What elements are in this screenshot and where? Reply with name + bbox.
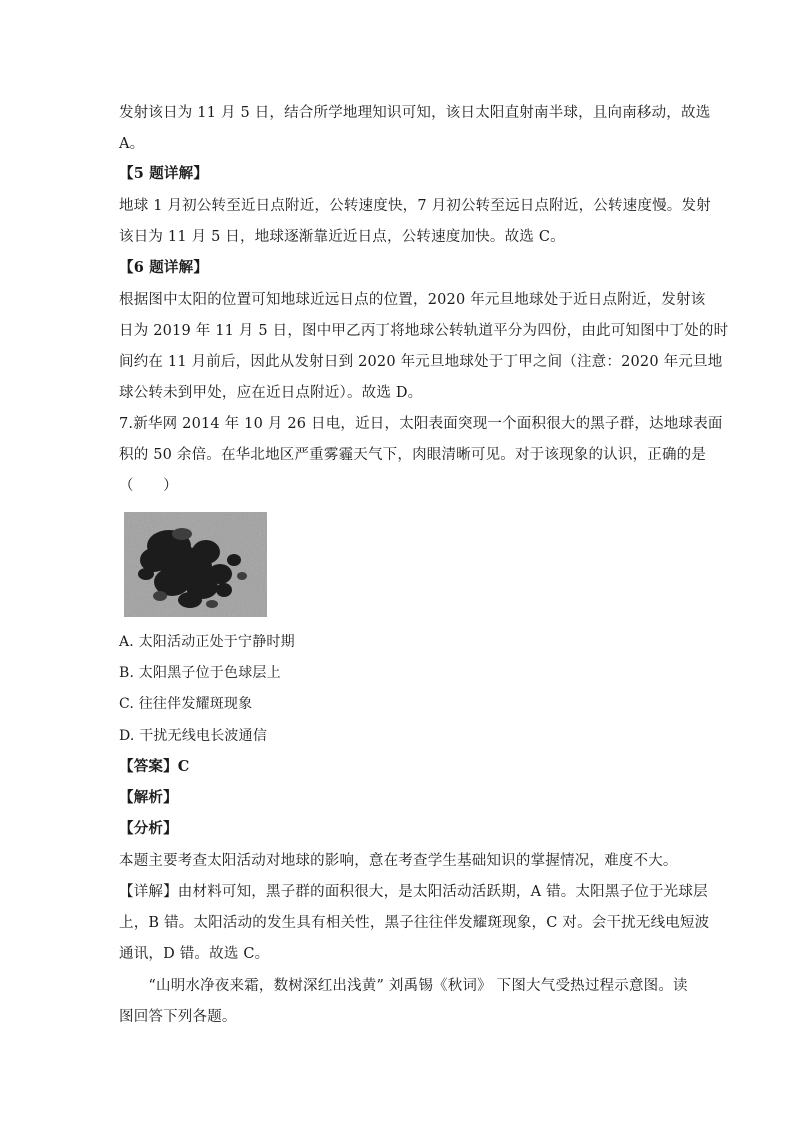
text-line: 积的 50 余倍。在华北地区严重雾霾天气下，肉眼清晰可见。对于该现象的认识，正确的是 (119, 447, 707, 463)
section-heading-q5: 【5 题详解】 (119, 165, 209, 182)
text-line: 发射该日为 11 月 5 日，结合所学地理知识可知，该日太阳直射南半球，且向南移动，故选 (119, 105, 711, 121)
answer-label: 【答案】C (119, 758, 190, 775)
section-heading-q6: 【6 题详解】 (119, 259, 209, 276)
sunspot-image-icon (124, 512, 267, 617)
detail-line: 【详解】由材料可知，黑子群的面积很大，是太阳活动活跃期，A 错。太阳黑子位于光球层 (119, 884, 708, 900)
poem-intro-line: 图回答下列各题。 (119, 1009, 237, 1025)
text-line: A。 (119, 136, 145, 152)
detail-line: 通讯，D 错。故选 C。 (119, 946, 270, 962)
fenxi-label: 【分析】 (119, 820, 178, 837)
option-c: C. 往往伴发耀斑现象 (119, 696, 253, 712)
text-line: 日为 2019 年 11 月 5 日，图中甲乙丙丁将地球公转轨道平分为四份，由此可知图中丁处的时 (119, 323, 729, 339)
text-line: 根据图中太阳的位置可知地球近远日点的位置，2020 年元旦地球处于近日点附近，发射该 (119, 292, 706, 308)
analysis-text: 本题主要考查太阳活动对地球的影响，意在考查学生基础知识的掌握情况，难度不大。 (119, 853, 678, 869)
text-line: 该日为 11 月 5 日，地球逐渐靠近近日点，公转速度加快。故选 C。 (119, 229, 565, 245)
option-b: B. 太阳黑子位于色球层上 (119, 665, 281, 681)
answer-blank: （ ） (119, 478, 178, 494)
option-a: A. 太阳活动正处于宁静时期 (119, 634, 295, 650)
option-d: D. 干扰无线电长波通信 (119, 728, 268, 744)
jiexi-label: 【解析】 (119, 789, 178, 806)
poem-intro-line: “山明水净夜来霜，数树深红出浅黄” 刘禹锡《秋词》 下图大气受热过程示意图。读 (119, 978, 688, 994)
text-line: 地球 1 月初公转至近日点附近，公转速度快，7 月初公转至远日点附近，公转速度慢。发射 (119, 198, 711, 214)
question-7-stem: 7.新华网 2014 年 10 月 26 日电，近日，太阳表面突现一个面积很大的黑子群，达地球表面 (119, 416, 723, 432)
sunspot-photo (124, 512, 267, 617)
text-line: 球公转未到甲处，应在近日点附近）。故选 D。 (119, 385, 423, 401)
text-line: 间约在 11 月前后，因此从发射日到 2020 年元旦地球处于丁甲之间（注意：2020 年元旦地 (119, 354, 723, 370)
detail-line: 上，B 错。太阳活动的发生具有相关性，黑子往往伴发耀斑现象，C 对。会干扰无线电短波 (119, 915, 710, 931)
